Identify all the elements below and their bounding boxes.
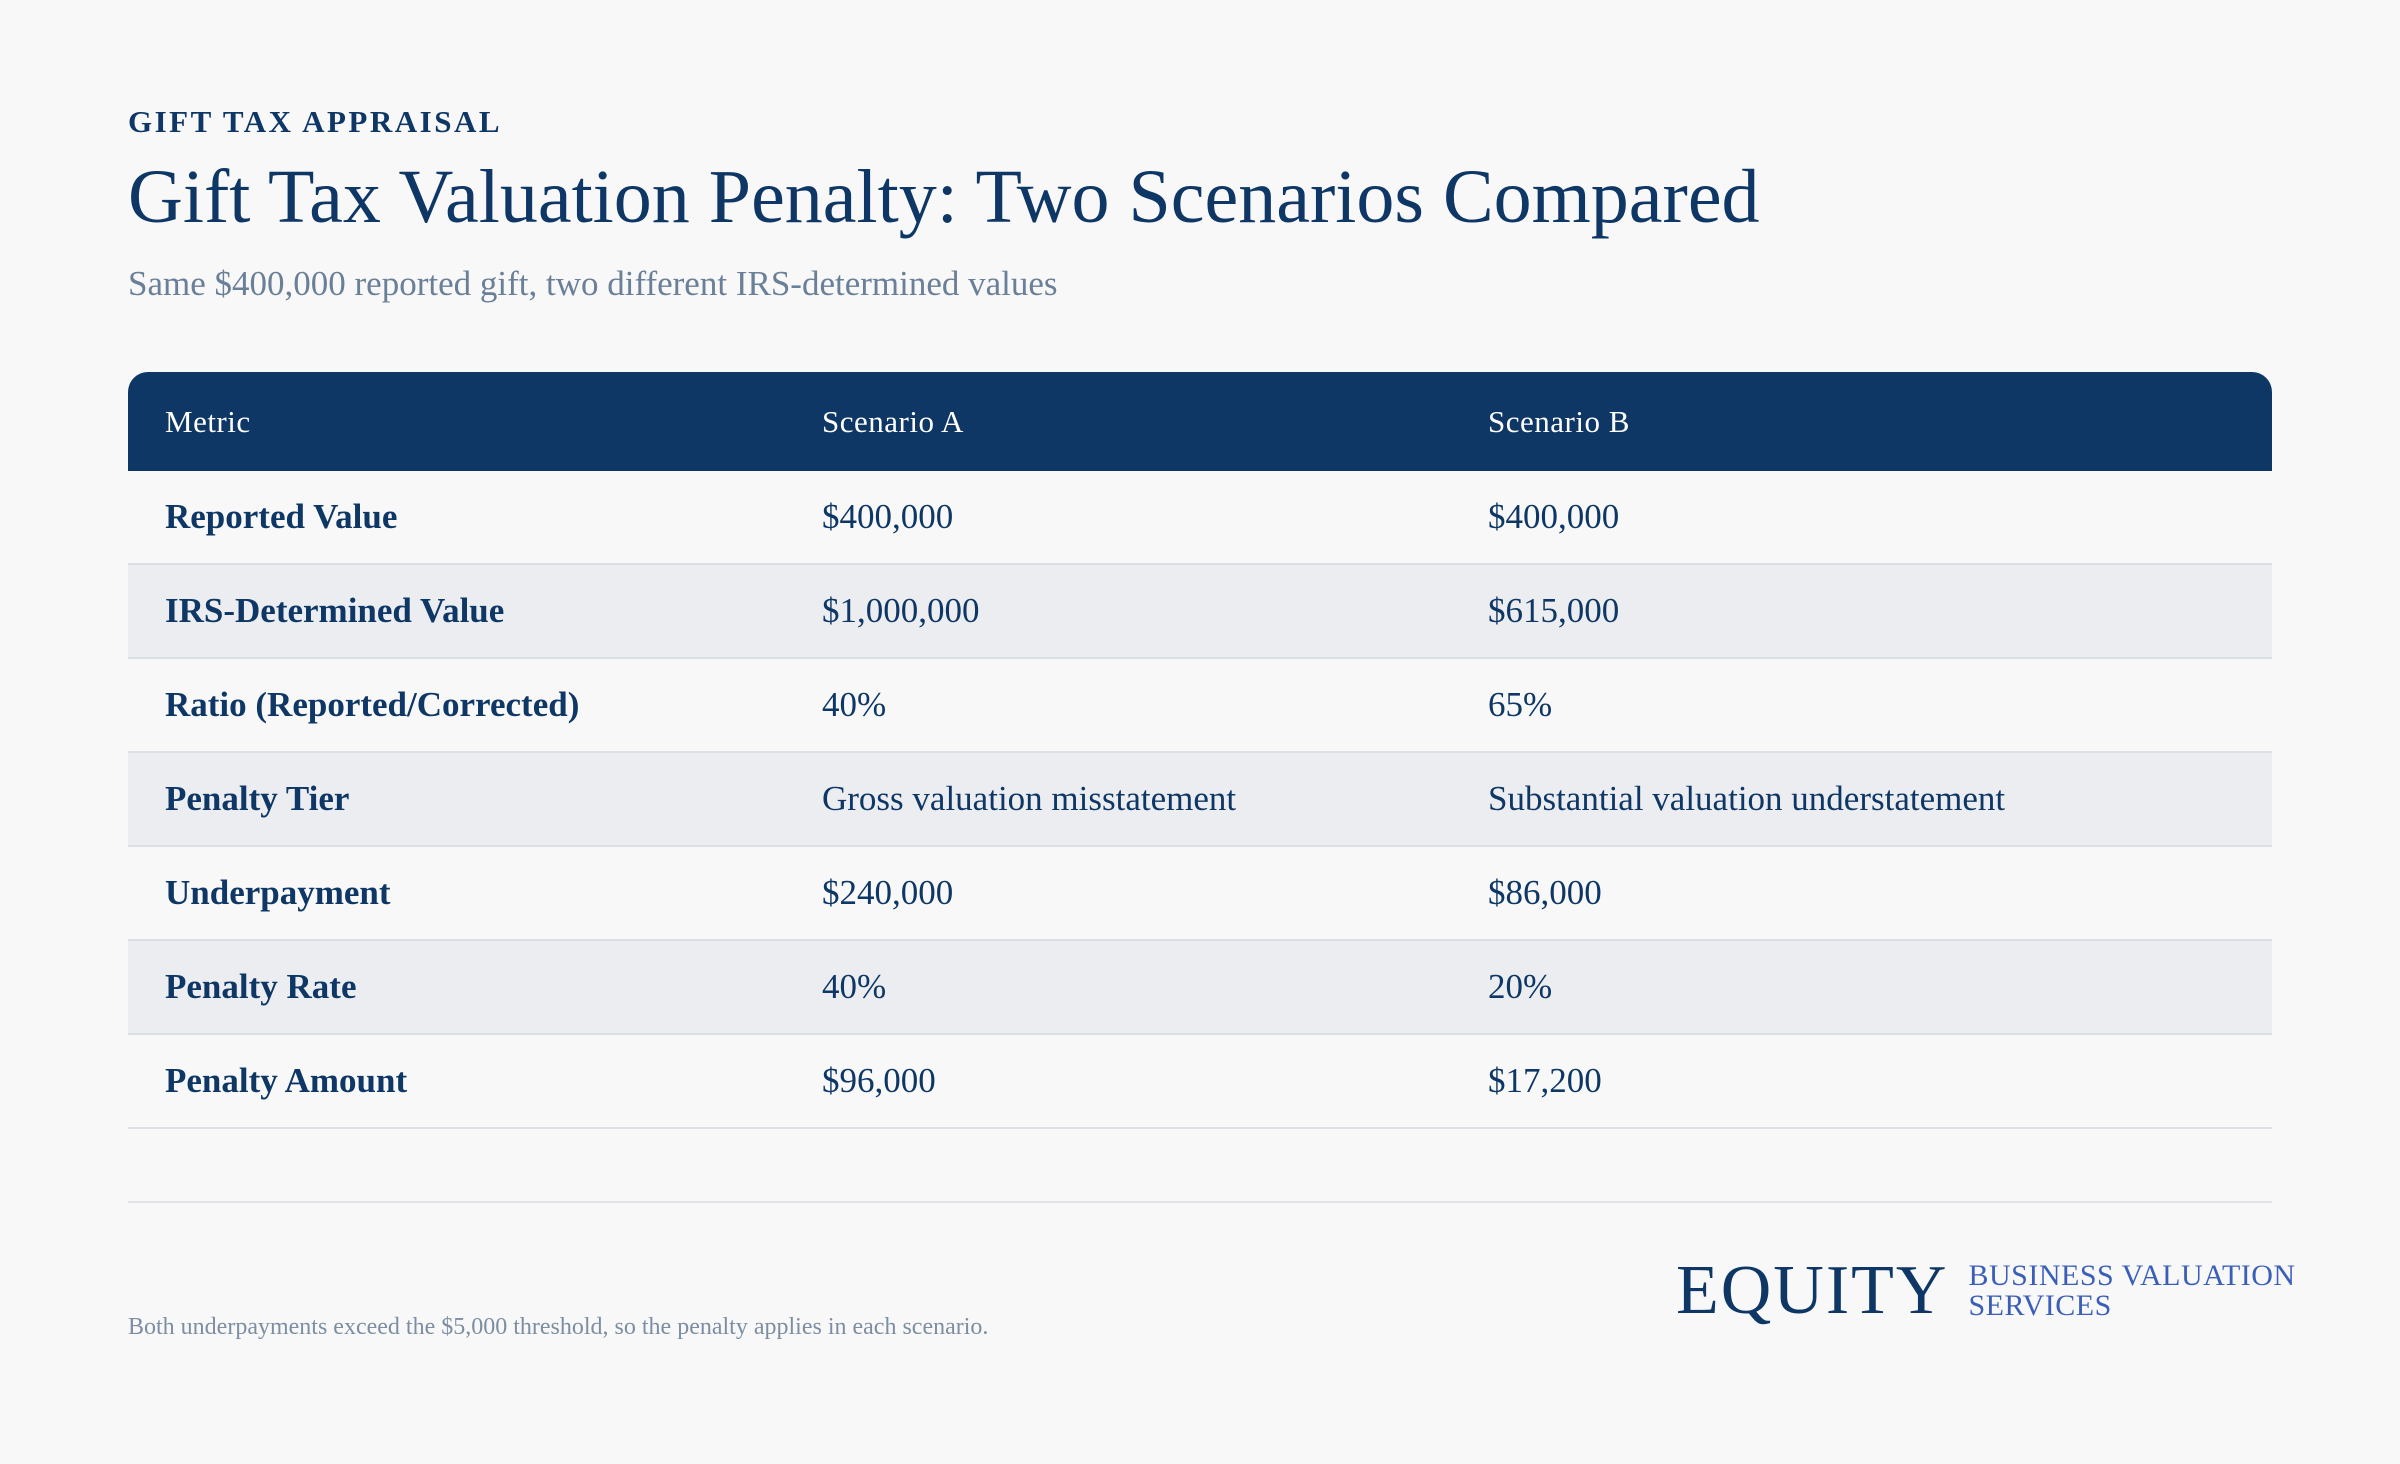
table-row <box>128 1034 2272 1128</box>
row-scenario-b-value: 65% <box>1451 658 2272 752</box>
row-metric-label: Ratio (Reported/Corrected) <box>128 658 785 752</box>
row-scenario-b-value: Substantial valuation understatement <box>1451 752 2272 846</box>
row-scenario-a-value: $1,000,000 <box>785 564 1451 658</box>
logo-tagline-line-2: SERVICES <box>1968 1289 2112 1322</box>
column-header-scenario-b: Scenario B <box>1451 372 2272 471</box>
row-metric-label: Penalty Tier <box>128 752 785 846</box>
footer-divider <box>128 1201 2272 1203</box>
logo-tagline-line-1: BUSINESS VALUATION <box>1968 1259 2296 1292</box>
table-row <box>128 940 2272 1034</box>
row-metric-label: Underpayment <box>128 846 785 940</box>
row-scenario-a-value: 40% <box>785 940 1451 1034</box>
row-scenario-b-value: $86,000 <box>1451 846 2272 940</box>
comparison-table <box>128 372 2272 1129</box>
table-header-row <box>128 372 2272 471</box>
column-header-scenario-a: Scenario A <box>785 372 1451 471</box>
row-scenario-a-value: $96,000 <box>785 1034 1451 1128</box>
page-title: Gift Tax Valuation Penalty: Two Scenarios Compared <box>128 155 1760 239</box>
table-row <box>128 471 2272 564</box>
table-row <box>128 658 2272 752</box>
footnote: Both underpayments exceed the $5,000 threshold, so the penalty applies in each scenario. <box>128 1314 989 1340</box>
row-scenario-b-value: $615,000 <box>1451 564 2272 658</box>
row-scenario-b-value: 20% <box>1451 940 2272 1034</box>
row-metric-label: Penalty Rate <box>128 940 785 1034</box>
row-metric-label: Reported Value <box>128 471 785 564</box>
row-metric-label: IRS-Determined Value <box>128 564 785 658</box>
page-subtitle: Same $400,000 reported gift, two different IRS-determined values <box>128 264 1058 303</box>
row-scenario-b-value: $17,200 <box>1451 1034 2272 1128</box>
row-scenario-a-value: 40% <box>785 658 1451 752</box>
row-scenario-a-value: Gross valuation misstatement <box>785 752 1451 846</box>
logo-tagline <box>1968 1261 2295 1321</box>
table-row <box>128 564 2272 658</box>
comparison-table-container <box>128 372 2272 1129</box>
table-header <box>128 372 2272 471</box>
row-metric-label: Penalty Amount <box>128 1034 785 1128</box>
company-logo <box>1676 1252 2296 1329</box>
column-header-metric: Metric <box>128 372 785 471</box>
row-scenario-a-value: $400,000 <box>785 471 1451 564</box>
logo-wordmark: EQUITY <box>1676 1252 1949 1329</box>
row-scenario-b-value: $400,000 <box>1451 471 2272 564</box>
table-row <box>128 752 2272 846</box>
row-scenario-a-value: $240,000 <box>785 846 1451 940</box>
table-row <box>128 846 2272 940</box>
table-body <box>128 471 2272 1128</box>
eyebrow-label: GIFT TAX APPRAISAL <box>128 104 503 139</box>
